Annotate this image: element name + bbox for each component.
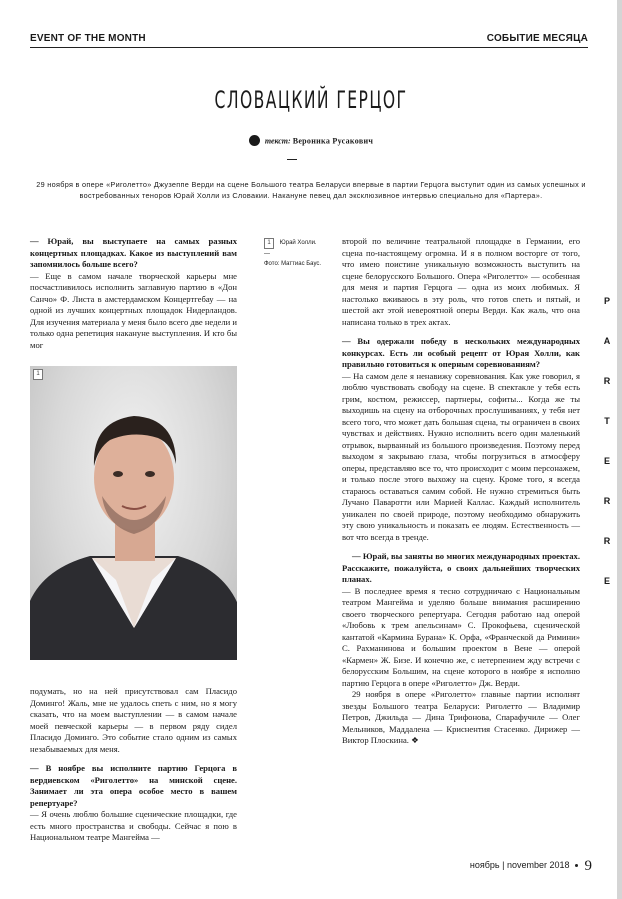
- column-1-bottom: [30, 686, 237, 844]
- answer-paragraph: — Еще в самом начале творческой карьеры мне посчастливилось исполнить заглавную партию в «Дон Санчо» Ф. Листа в амстердамском Концертгебау — на одной из лучших концертных площадок Нидерландов. Для изучения материала у меня было всего две недели и только одна репетиция накануне выступления. И кто бы мог: [30, 270, 237, 350]
- byline: [0, 136, 622, 147]
- caption-line: —: [264, 251, 270, 257]
- footer-issue: ноябрь | november 2018: [469, 860, 570, 870]
- byline-label: текст:: [264, 136, 291, 146]
- text-icon: [249, 135, 260, 146]
- side-letter: A: [603, 336, 611, 346]
- side-letter: R: [603, 376, 611, 386]
- side-letter: T: [604, 416, 610, 426]
- page-edge: [617, 0, 622, 899]
- caption-line: Юрай Холли.: [279, 240, 317, 246]
- side-letter: R: [603, 536, 611, 546]
- portrait-illustration: [30, 366, 237, 660]
- header-rule: [30, 47, 588, 48]
- header-section-en: EVENT OF THE MONTH: [30, 33, 146, 44]
- page-number: 9: [584, 858, 592, 874]
- footer: [470, 858, 592, 875]
- answer-paragraph: — В последнее время я тесно сотрудничаю с Национальным театром Мангейма и уделяю больше внимания расширению своего творческого репертуара. Сегодня работаю над оперой «Любовь к трем апельсинам» С. Прокофьева, сценической кантатой «Кармина Бурана» К. Орфа, «Франческой да Римини» С. Рахманинова и большим проектом в Вене — оперой «Кармен» Ж. Бизе. И конечно же, с нетерпением жду встречи с белорусским Большим, на сцене которого в ноябре я исполню партию Герцога в опере «Риголетто» Дж. Верди.: [342, 585, 580, 688]
- side-letter: P: [603, 296, 610, 306]
- side-letter: R: [603, 496, 611, 506]
- byline-author: Вероника Русакович: [292, 136, 374, 146]
- question-paragraph: — Вы одержали победу в нескольких международных конкурсах. Есть ли особый рецепт от Юрая Холли, как правильно готовиться к оперным соревнованиям?: [342, 336, 580, 369]
- caption-tag: 1: [264, 238, 274, 249]
- portrait-photo: [30, 366, 237, 660]
- side-label-parterre: [600, 296, 614, 616]
- lead-paragraph: 29 ноября в опере «Риголетто» Джузеппе Верди на сцене Большого театра Беларуси впервые в партии Герцога выступит один из самых успешных и востребованных теноров Юрай Холли из Словакии. Накануне певец дал эксклюзивное интервью специально для «Партера».: [36, 180, 586, 200]
- column-3: [342, 236, 580, 747]
- article-title: СЛОВАЦКИЙ ГЕРЦОГ: [214, 86, 408, 114]
- title-divider: [287, 159, 297, 160]
- question-paragraph: — Юрай, вы выступаете на самых разных концертных площадках. Какое из выступлений вам запомнилось больше всего?: [30, 236, 237, 269]
- answer-paragraph: — Я очень люблю большие сценические площадки, где есть много пространства и свободы. Сейчас я пою в Национальном театре Мангейма —: [30, 809, 237, 842]
- answer-paragraph: второй по величине театральной площадке в Германии, его сцена по-настоящему огромна. И я в полном восторге от того, что имею поистине уникальную возможность выступить на сцене белорусского Большого. Опера «Риголетто» — особенная для меня и партия Герцога — одна из моих любимых. Я настолько вживаюсь в эту роль, что готов спеть и пятый, и шестой акт этой невероятной оперы Верди. Как жаль, что она написана только в трех актах.: [342, 236, 580, 327]
- question-paragraph: — В ноябре вы исполните партию Герцога в вердиевском «Риголетто» на минской сцене. Занимает ли эта опера особое место в вашем репертуаре?: [30, 763, 237, 808]
- answer-paragraph: — На самом деле я ненавижу соревнования. Как уже говорил, я люблю чувствовать свободу на сцене. В спектакле у тебя есть грим, костюм, режиссер, партнеры, софиты... Когда же ты выходишь на сцену на отборочных прослушиваниях, у тебя нет всего того, что может дать большая сцена, ты ограничен в своих чувствах и действиях. Нужно исполнить всего один маленький отрывок, вырванный из большого произведения. Поэтому перед выходом я закрываю глаза, чтобы погрузиться в атмосферу оперы, представляю все то, что происходит с моим персонажем, и только после этого выхожу на сцену. Кроме того, я всегда стараюсь оставаться самим собой. Не нужно стремиться быть Лучано Паваротти или Марией Каллас. Каждый исполнитель уникален по своей природе, поэтому необходимо обнаружить эту свою уникальность и показать ее людям. Естественность — вот что всегда в тренде.: [342, 370, 580, 542]
- answer-paragraph: 29 ноября в опере «Риголетто» главные партии исполнят звезды Большого театра Беларуси: Риголетто — Владимир Петров, Джильда — Дина Трифонова, Спарафучиле — Олег Мельников, Маддалена — Криснентия Стасенко. Дирижер — Виктор Плоскина. ❖: [342, 689, 580, 745]
- answer-paragraph: подумать, но на ней присутствовал сам Пласидо Доминго! Жаль, мне не удалось спеть с ним, но я могу сказать, что на моем выступлении — в самом начале моей певческой карьеры — в первом ряду сидел Пласидо Доминго. Это событие стало одним из самых незабываемых для меня.: [30, 686, 237, 754]
- header-section-ru: СОБЫТИЕ МЕСЯЦА: [486, 33, 588, 44]
- photo-caption: [264, 238, 339, 269]
- photo-tag: 1: [33, 369, 43, 380]
- side-letter: E: [603, 576, 610, 586]
- footer-dot: [575, 864, 578, 867]
- column-1-top: [30, 236, 237, 351]
- question-paragraph: — Юрай, вы заняты во многих международных проектах. Расскажите, пожалуйста, о своих дальнейших творческих планах.: [342, 551, 580, 584]
- caption-line: Фото: Маттиас Баус.: [264, 261, 322, 267]
- side-letter: E: [603, 456, 610, 466]
